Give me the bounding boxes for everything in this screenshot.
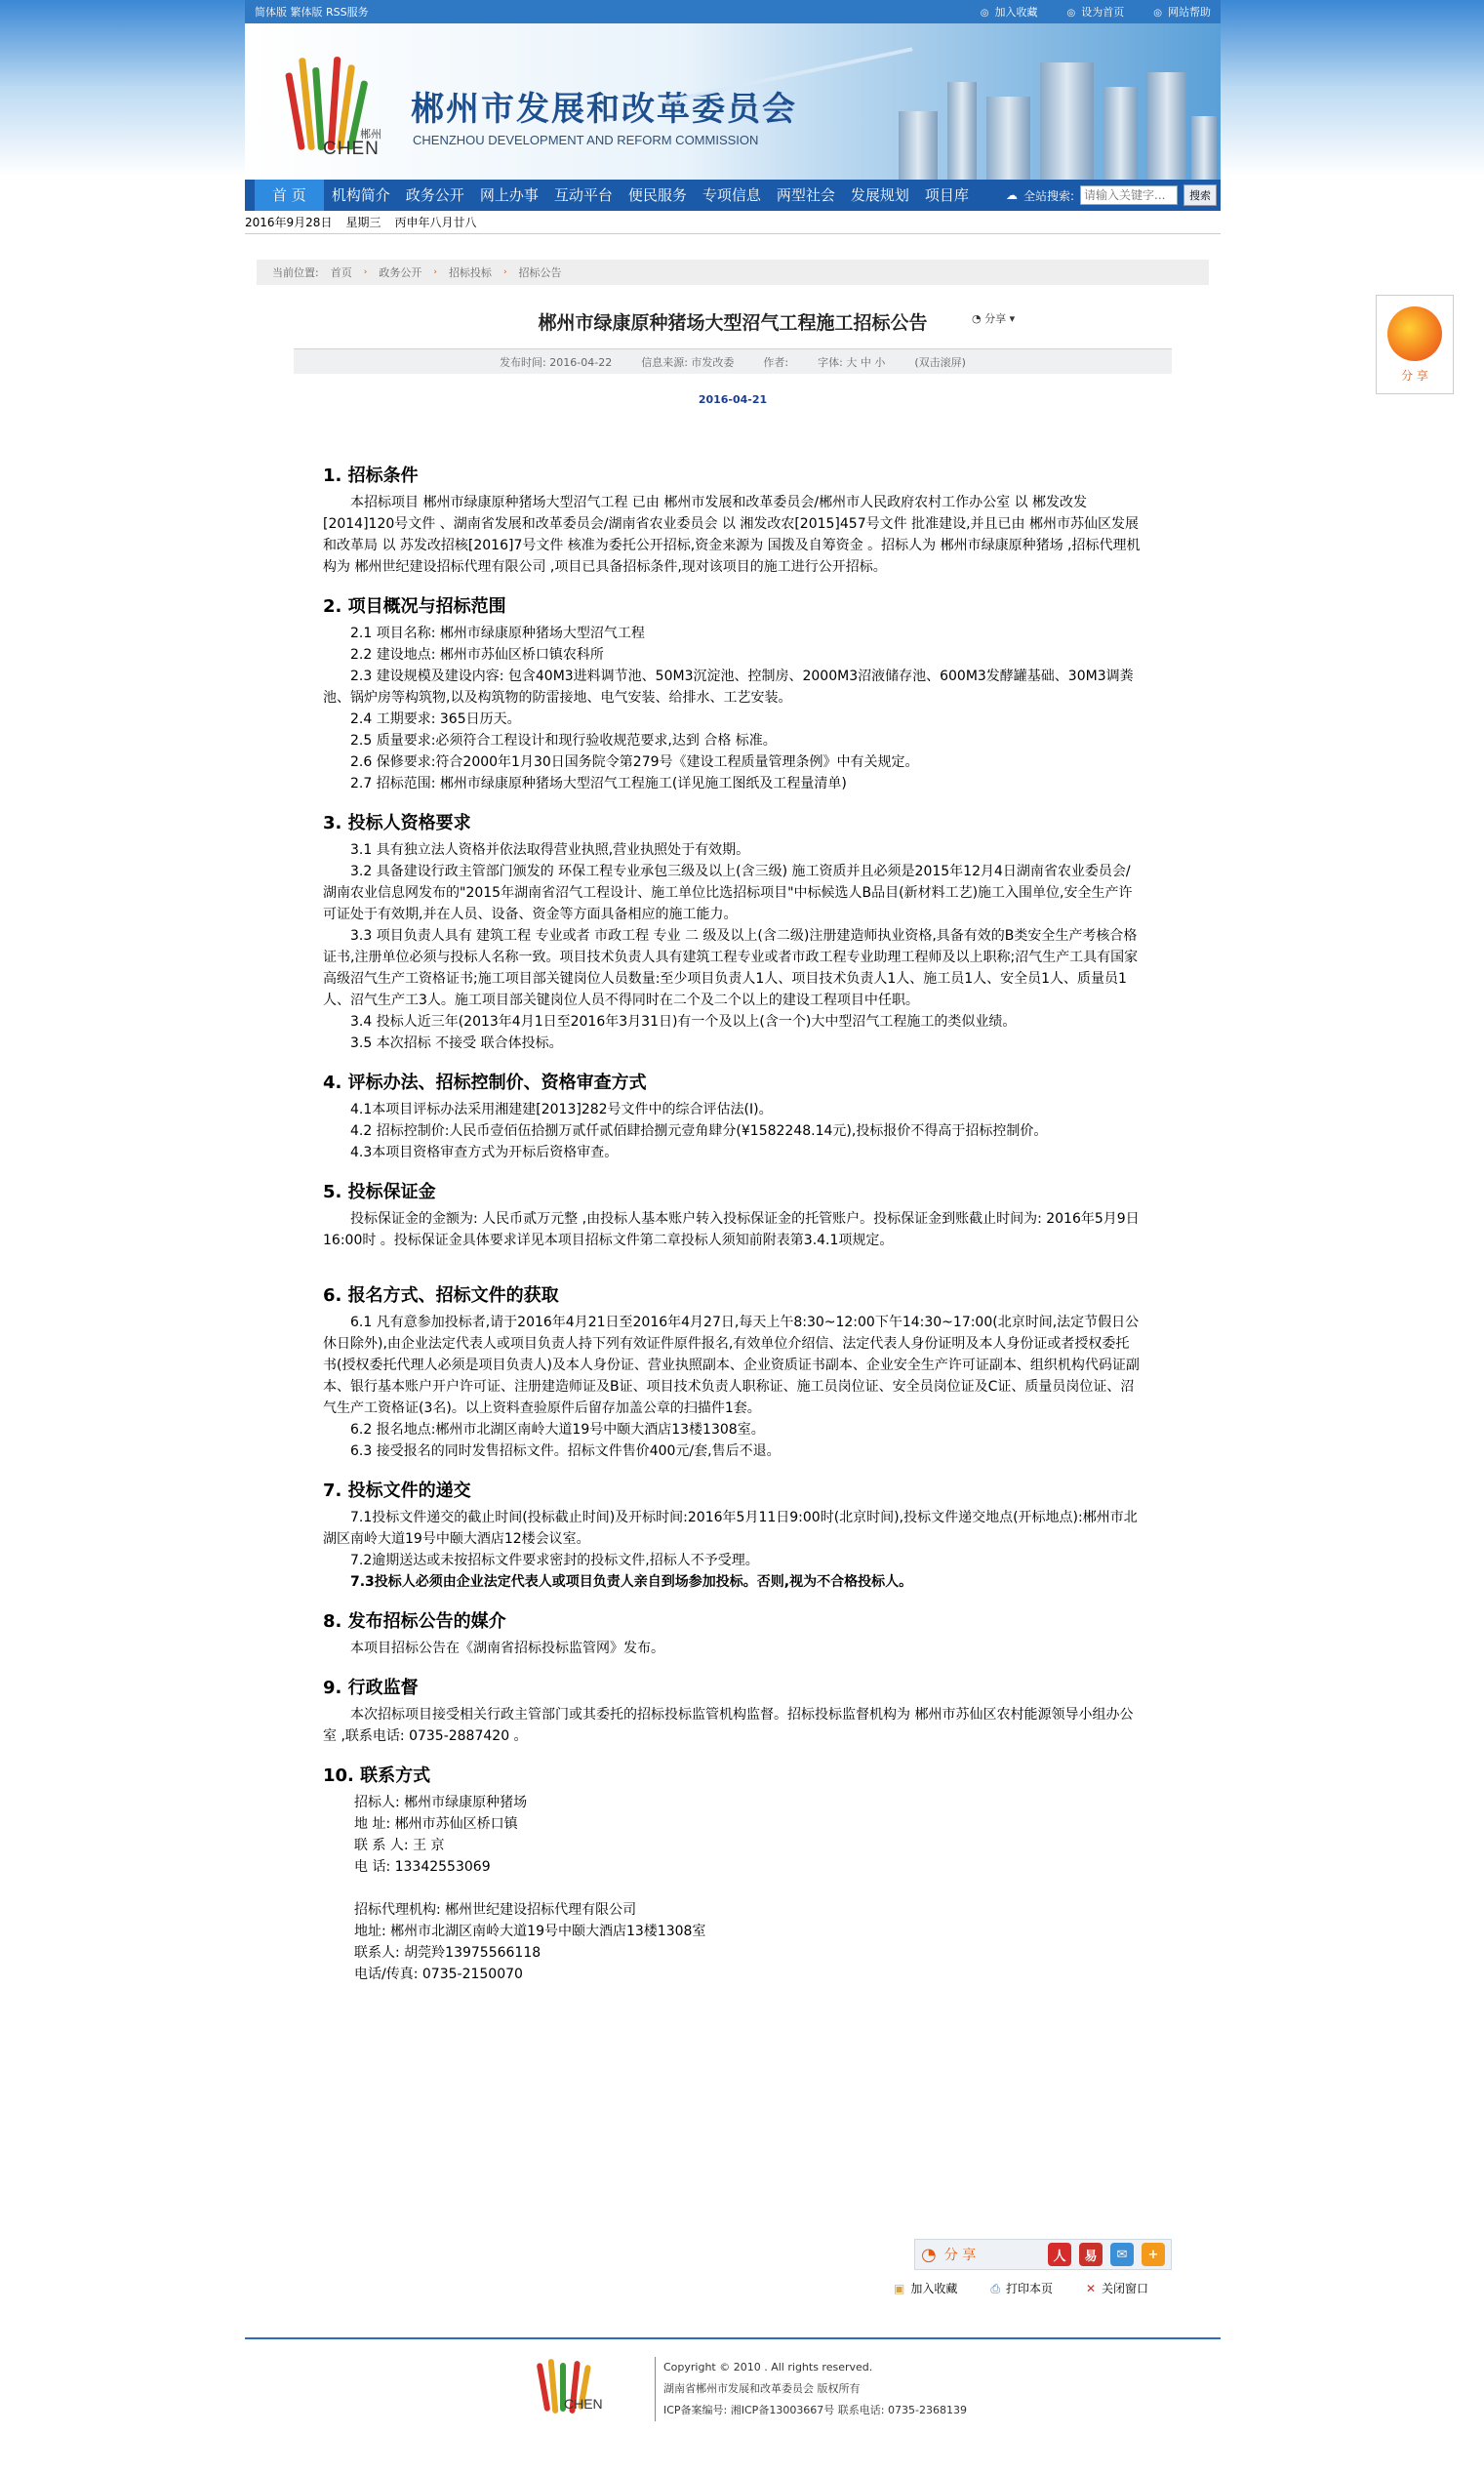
- list-item: 3.1 具有独立法人资格并依法取得营业执照,营业执照处于有效期。: [350, 842, 750, 858]
- nav-two-type-society[interactable]: 两型社会: [776, 186, 835, 204]
- netease-share-icon[interactable]: 易: [1079, 2243, 1103, 2266]
- breadcrumb-bid-notice[interactable]: 招标公告: [518, 266, 562, 279]
- print-tool[interactable]: ⎙ 打印本页: [990, 2282, 1053, 2295]
- publish-time: 发布时间: 2016-04-22: [500, 355, 613, 369]
- list-item: 2.2 建设地点: 郴州市苏仙区桥口镇农科所: [350, 647, 604, 663]
- section-title: 6. 报名方式、招标文件的获取: [323, 1285, 559, 1306]
- section-title: 10. 联系方式: [323, 1765, 431, 1786]
- more-share-icon[interactable]: +: [1142, 2243, 1165, 2266]
- list-item: 2.4 工期要求: 365日历天。: [350, 711, 521, 727]
- current-weekday: 星期三: [345, 216, 381, 229]
- close-icon: ✕: [1085, 2282, 1097, 2295]
- section-paragraph: 投标保证金的金额为: 人民币贰万元整 ,由投标人基本账户转入投标保证金的托管账户。投标保证金到账截止时间为: 2016年5月9日16:00时 。投标保证金具体要求详见本项目招标文件第二章投标人须知前附表第3.4.1项规定。: [323, 1211, 1140, 1248]
- share-logo-icon: [1387, 306, 1442, 361]
- list-item: 4.2 招标控制价:人民币壹佰伍拾捌万贰仟贰佰肆拾捌元壹角肆分(¥1582248.14元),投标报价不得高于招标控制价。: [350, 1123, 1048, 1139]
- lunar-date: 丙申年八月廿八: [394, 216, 477, 229]
- list-item: 6.1 凡有意参加投标者,请于2016年4月21日至2016年4月27日,每天上午8:30~12:00下午14:30~17:00(北京时间,法定节假日公休日除外),由企业法定代表人或项目负责人持下列有效证件原件报名,有效单位介绍信、法定代表人身份证明及本人身份证或者授权委托书(授权委托代理人必须是项目负责人)及本人身份证、营业执照副本、企业资质证书副本、企业安全生产许可证副本、组织机构代码证副本、银行基本账户开户许可证、注册建造师证及B证、项目技术负责人职称证、施工员岗位证、安全员岗位证及C证、质量员岗位证、沼气生产工资格证(3名)。以上资料查验原件后留存加盖公章的扫描件1套。: [323, 1315, 1140, 1416]
- set-homepage-link[interactable]: ◎ 设为首页: [1067, 4, 1125, 20]
- list-item: 6.2 报名地点:郴州市北湖区南岭大道19号中颐大酒店13楼1308室。: [350, 1422, 765, 1438]
- share-bar-label[interactable]: 分 享: [943, 2248, 977, 2263]
- search-label: 全站搜索:: [1023, 188, 1074, 203]
- contact-list: [323, 1792, 1143, 1985]
- section-title: 3. 投标人资格要求: [323, 813, 471, 833]
- site-search: [1006, 184, 1221, 206]
- chevron-right-icon: ›: [502, 267, 507, 277]
- nav-public-affairs[interactable]: 政务公开: [405, 186, 464, 204]
- footer-owner: 湖南省郴州市发展和改革委员会 版权所有: [663, 2382, 861, 2395]
- list-item: 3.4 投标人近三年(2013年4月1日至2016年3月31日)有一个及以上(含一个)大中型沼气工程施工的类似业绩。: [350, 1014, 1017, 1030]
- list-item: 2.6 保修要求:符合2000年1月30日国务院令第279号《建设工程质量管理条例》中有关规定。: [350, 754, 919, 770]
- breadcrumb-bidding[interactable]: 招标投标: [448, 266, 492, 279]
- breadcrumb-public-affairs[interactable]: 政务公开: [379, 266, 422, 279]
- chevron-right-icon: ›: [433, 267, 437, 277]
- add-favorite-link[interactable]: ◎ 加入收藏: [981, 4, 1038, 20]
- nav-project-library[interactable]: 项目库: [924, 186, 969, 204]
- section-title: 5. 投标保证金: [323, 1182, 436, 1202]
- logo-text: CHEN: [323, 139, 380, 159]
- contact-line: 招标代理机构: 郴州世纪建设招标代理有限公司: [354, 1902, 637, 1918]
- site-title: 郴州市发展和改革委员会: [411, 90, 797, 129]
- footer: [245, 2339, 1221, 2432]
- section-title: 7. 投标文件的递交: [323, 1481, 471, 1501]
- nav-development-plan[interactable]: 发展规划: [850, 186, 909, 204]
- site-help-link[interactable]: ◎ 网站帮助: [1153, 4, 1211, 20]
- list-item: 7.3投标人必须由企业法定代表人或项目负责人亲自到场参加投标。否则,视为不合格投标人。: [350, 1574, 913, 1590]
- footer-logo: CHEN: [533, 2359, 621, 2422]
- top-bar: [245, 0, 1221, 23]
- city-skyline-illustration: [860, 23, 1221, 180]
- list-item: 4.1本项目评标办法采用湘建建[2013]282号文件中的综合评估法(Ⅰ)。: [350, 1102, 773, 1117]
- contact-line: 招标人: 郴州市绿康原种猪场: [354, 1795, 528, 1810]
- search-icon: ☁: [1005, 188, 1018, 202]
- list-item: 7.2逾期送达或未按招标文件要求密封的投标文件,招标人不予受理。: [350, 1553, 759, 1568]
- info-source: 信息来源: 市发改委: [641, 355, 735, 369]
- footer-text: [655, 2357, 967, 2421]
- renren-share-icon[interactable]: 人: [1048, 2243, 1071, 2266]
- main-nav: [245, 180, 1221, 211]
- floating-share-label: 分 享: [1401, 368, 1428, 383]
- section-paragraph: 本项目招标公告在《湖南省招标投标监管网》发布。: [350, 1641, 664, 1656]
- search-input[interactable]: [1080, 185, 1178, 205]
- search-button[interactable]: 搜索: [1183, 184, 1217, 206]
- printer-icon: ⎙: [990, 2282, 1000, 2295]
- contact-line: 联 系 人: 王 京: [354, 1838, 445, 1853]
- list-item: 3.3 项目负责人具有 建筑工程 专业或者 市政工程 专业 二 级及以上(含二级)注册建造师执业资格,具备有效的B类安全生产考核合格证书,注册单位必须与投标人名称一致。项目技术负责人具有建筑工程专业或者市政工程专业助理工程师及以上职称;沼气生产工具有国家高级沼气生产工资格证书;施工项目部关键岗位人员数量:至少项目负责人1人、项目技术负责人1人、施工员1人、安全员1人、质量员1人、沼气生产工3人。施工项目部关键岗位人员不得同时在二个及二个以上的建设工程项目中任职。: [323, 928, 1139, 1008]
- breadcrumb-home[interactable]: 首页: [330, 266, 352, 279]
- nav-about[interactable]: 机构简介: [331, 186, 390, 204]
- contact-spacer: [323, 1878, 1143, 1899]
- nav-interaction[interactable]: 互动平台: [553, 186, 613, 204]
- list-item: 3.2 具备建设行政主管部门颁发的 环保工程专业承包三级及以上(含三级) 施工资质并且必须是2015年12月4日湖南省农业委员会/湖南农业信息网发布的"2015年湖南省沼气工程设计、施工单位比选招标项目"中标候选人B品目(新材料工艺)施工入围单位,安全生产许可证处于有效期,并在人员、设备、资金等方面具备相应的施工能力。: [323, 864, 1133, 922]
- contact-line: 联系人: 胡莞羚13975566118: [354, 1945, 541, 1961]
- list-item: 2.7 招标范围: 郴州市绿康原种猪场大型沼气工程施工(详见施工图纸及工程量清单): [350, 776, 847, 791]
- contact-line: 电 话: 13342553069: [354, 1859, 491, 1875]
- contact-line: 电话/传真: 0735-2150070: [354, 1967, 523, 1982]
- footer-copyright: Copyright © 2010 . All rights reserved.: [663, 2361, 873, 2374]
- chevron-right-icon: ›: [363, 267, 368, 277]
- section-title: 9. 行政监督: [323, 1678, 419, 1698]
- list-item: 3.5 本次招标 不接受 联合体投标。: [350, 1035, 563, 1051]
- contact-line: 地 址: 郴州市苏仙区桥口镇: [354, 1816, 518, 1832]
- list-item: 4.3本项目资格审查方式为开标后资格审查。: [350, 1145, 619, 1160]
- section-paragraph: 本次招标项目接受相关行政主管部门或其委托的招标投标监管机构监督。招标投标监督机构为 郴州市苏仙区农村能源领导小组办公室 ,联系电话: 0735-2887420 。: [323, 1707, 1134, 1744]
- list-item: 7.1投标文件递交的截止时间(投标截止时间)及开标时间:2016年5月11日9:00时(北京时间),投标文件递交地点(开标地点):郴州市北湖区南岭大道19号中颐大酒店12楼会议室。: [323, 1510, 1138, 1547]
- list-item: 6.3 接受报名的同时发售招标文件。招标文件售价400元/套,售后不退。: [350, 1443, 781, 1459]
- nav-special-info[interactable]: 专项信息: [702, 186, 761, 204]
- section-paragraph: 本招标项目 郴州市绿康原种猪场大型沼气工程 已由 郴州市发展和改革委员会/郴州市人民政府农村工作办公室 以 郴发改发[2014]120号文件 、湖南省发展和改革委员会/湖南省农业委员会 以 湘发改农[2015]457号文件 批准建设,并且已由 郴州市苏仙区发展和改革局 以 苏发改招核[2016]7号文件 核准为委托公开招标,资金来源为 国拨及自筹资金 。招标人为 郴州市绿康原种猪场 ,招标代理机构为 郴州世纪建设招标代理有限公司 ,项目已具备招标条件,现对该项目的施工进行公开招标。: [323, 495, 1141, 575]
- breadcrumb: [257, 260, 1209, 285]
- list-item: 2.3 建设规模及建设内容: 包含40M3进料调节池、50M3沉淀池、控制房、2000M3沼液储存池、600M3发酵罐基础、30M3调粪池、锅炉房等构筑物,以及构筑物的防雷接地、电气安装、给排水、工艺安装。: [323, 669, 1134, 706]
- site-title-en: CHENZHOU DEVELOPMENT AND REFORM COMMISSION: [413, 133, 759, 147]
- share-logo-icon: ◔: [921, 2244, 937, 2265]
- page-wrapper: [245, 0, 1221, 2416]
- date-bar: [245, 211, 1221, 234]
- list-item: 2.5 质量要求:必须符合工程设计和现行验收规范要求,达到 合格 标准。: [350, 733, 777, 749]
- fullscreen-hint: (双击滚屏): [914, 355, 966, 369]
- article-content: [323, 465, 1143, 1985]
- floating-share-button[interactable]: [1376, 295, 1454, 394]
- info-author: 作者:: [763, 355, 789, 369]
- breadcrumb-label: 当前位置:: [272, 266, 319, 279]
- nav-convenience[interactable]: 便民服务: [627, 186, 687, 204]
- email-share-icon[interactable]: ✉: [1110, 2243, 1134, 2266]
- nav-online-services[interactable]: 网上办事: [479, 186, 539, 204]
- nav-home[interactable]: 首 页: [255, 180, 324, 211]
- logo-small-text: 郴州: [360, 128, 381, 141]
- article-title: 郴州市绿康原种猪场大型沼气工程施工招标公告: [538, 312, 928, 334]
- footer-icp[interactable]: ICP备案编号: 湘ICP备13003667号 联系电话: 0735-2368139: [663, 2404, 967, 2416]
- article-pubdate: 2016-04-21: [698, 393, 768, 406]
- font-size-controls[interactable]: 字体: 大 中 小: [818, 355, 886, 369]
- section-title: 8. 发布招标公告的媒介: [323, 1611, 506, 1632]
- list-item: 2.1 项目名称: 郴州市绿康原种猪场大型沼气工程: [350, 626, 645, 641]
- close-window-tool[interactable]: ✕ 关闭窗口: [1085, 2282, 1149, 2295]
- section-title: 2. 项目概况与招标范围: [323, 596, 506, 617]
- share-bar: [914, 2239, 1172, 2270]
- page-tools: [894, 2280, 1148, 2296]
- current-date: 2016年9月28日: [245, 216, 333, 229]
- article-title-row: [245, 308, 1221, 335]
- section-title: 4. 评标办法、招标控制价、资格审查方式: [323, 1073, 647, 1093]
- site-banner: [245, 23, 1221, 180]
- article-info-bar: [294, 348, 1172, 374]
- bookmark-icon: ▣: [894, 2282, 905, 2295]
- bookmark-tool[interactable]: ▣ 加入收藏: [894, 2282, 958, 2295]
- contact-line: 地址: 郴州市北湖区南岭大道19号中颐大酒店13楼1308室: [354, 1924, 706, 1939]
- top-bar-left-links[interactable]: 简体版 繁体版 RSS服务: [255, 6, 369, 19]
- section-title: 1. 招标条件: [323, 466, 419, 486]
- article-share-button[interactable]: ◔ 分享 ▾: [972, 312, 1016, 325]
